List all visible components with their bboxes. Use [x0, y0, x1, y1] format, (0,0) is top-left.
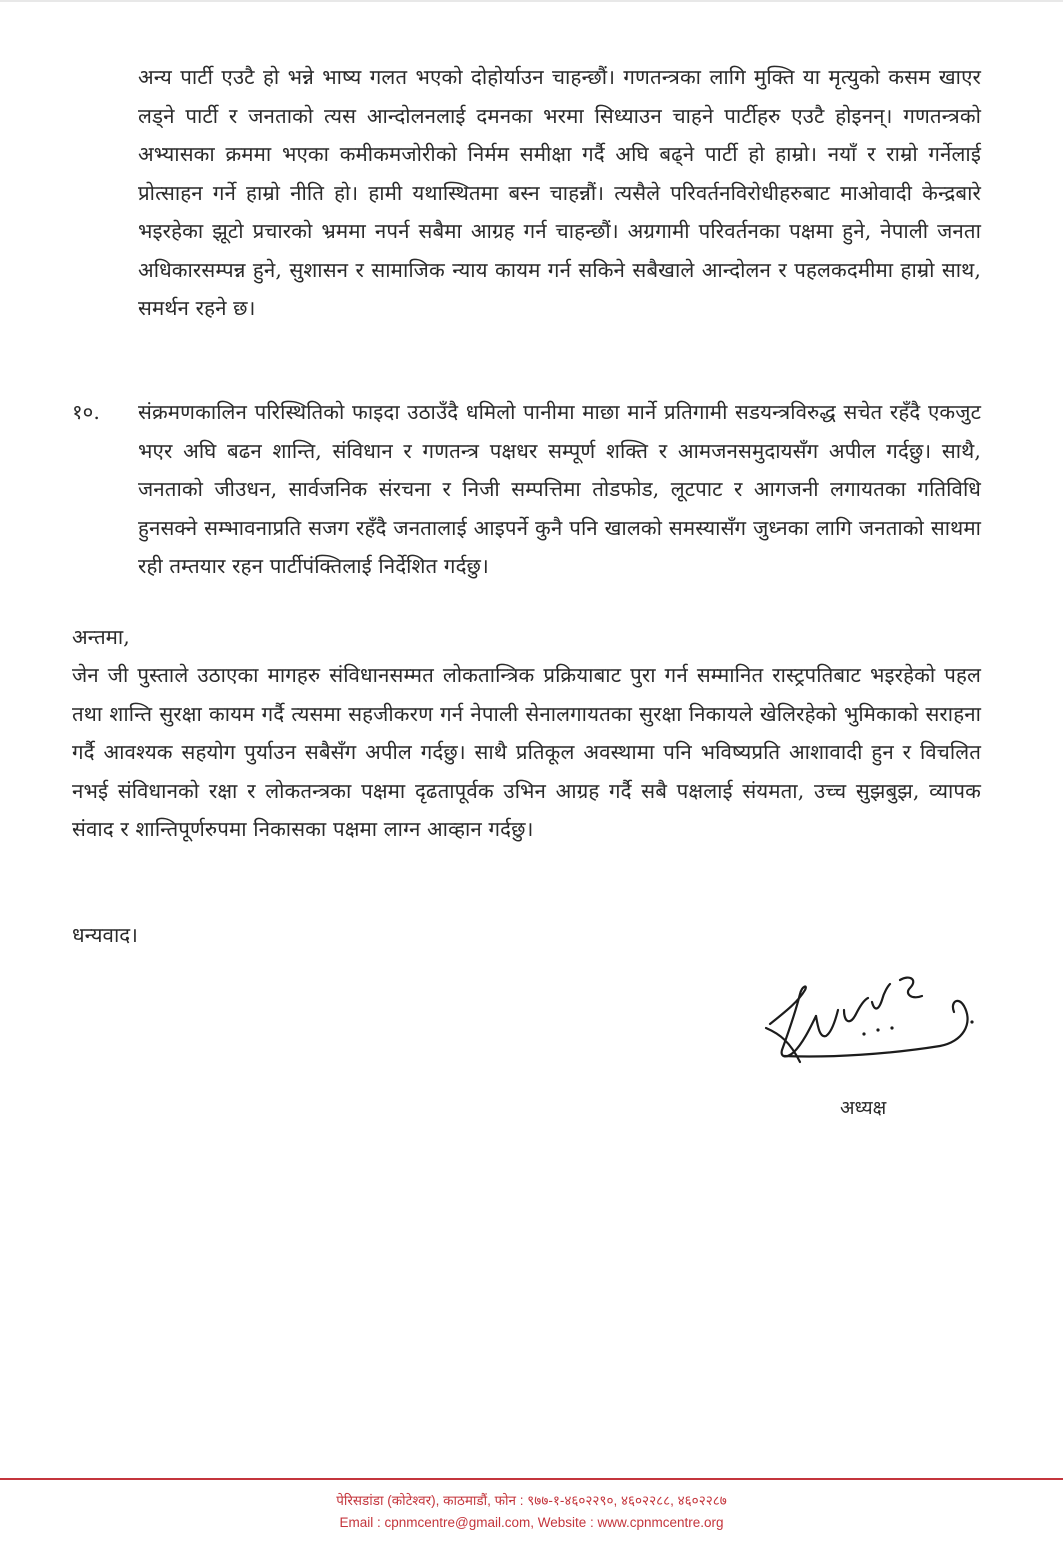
thanks-text: धन्यवाद।	[72, 923, 138, 947]
closing-heading: अन्तमा,	[72, 625, 130, 649]
paragraph-continued: अन्य पार्टी एउटै हो भन्ने भाष्य गलत भएको दोहोर्याउन चाहन्छौं। गणतन्त्रका लागि मुक्ति या मृत्युको कसम खाएर लड्ने पार्टी र जनताको त्यस आन्दोलनलाई दमनका भरमा सिध्याउन चाहने पार्टीहरु एउटै होइनन्। गणतन्त्रको अभ्यासका क्रममा भएका कमीकमजोरीको निर्मम समीक्षा गर्दै अघि बढ्ने पार्टी हो हाम्रो। नयाँ र राम्रो गर्नेलाई प्रोत्साहन गर्ने हाम्रो नीति हो। हामी यथास्थितमा बस्न चाहन्नौं। त्यसैले परिवर्तनविरोधीहरुबाट माओवादी केन्द्रबारे भइरहेका झूटो प्रचारको भ्रममा नपर्न सबैमा आग्रह गर्न चाहन्छौं। अग्रगामी परिवर्तनका पक्षमा हुने, नेपाली जनता अधिकारसम्पन्न हुने, सुशासन र सामाजिक न्याय कायम गर्न सकिने सबैखाले आन्दोलन र पहलकदमीमा हाम्रो साथ, समर्थन रहने छ।	[138, 65, 981, 320]
footer-address: पेरिसडांडा (कोटेश्वर), काठमाडौं, फोन : ९७७-१-४६०२२९०, ४६०२२८८, ४६०२२८७	[336, 1493, 727, 1508]
footer-rule	[0, 1478, 1063, 1480]
footer-contact: Email : cpnmcentre@gmail.com, Website : www.cpnmcentre.org	[339, 1515, 724, 1530]
page-top-edge	[0, 0, 1063, 2]
signatory-title: अध्यक्ष	[840, 1097, 887, 1119]
footer	[0, 1490, 1063, 1534]
signature	[760, 962, 990, 1082]
closing-paragraph: जेन जी पुस्ताले उठाएका मागहरु संविधानसम्मत लोकतान्त्रिक प्रक्रियाबाट पुरा गर्न सम्मानित रास्ट्रपतिबाट भइरहेको पहल तथा शान्ति सुरक्षा कायम गर्दै त्यसमा सहजीकरण गर्न नेपाली सेनालगायतका सुरक्षा निकायले खेलिरहेको भुमिकाको सराहना गर्दै आवश्यक सहयोग पुर्याउन सबैसँग अपील गर्दछु। साथै प्रतिकूल अवस्थामा पनि भविष्यप्रति आशावादी हुन र विचलित नभई संविधानको रक्षा र लोकतन्त्रका पक्षमा दृढतापूर्वक उभिन आग्रह गर्दै सबै पक्षलाई संयमता, उच्च सुझबुझ, व्यापक संवाद र शान्तिपूर्णरुपमा निकासका पक्षमा लाग्न आव्हान गर्दछु।	[72, 663, 981, 841]
item-10-text: संक्रमणकालिन परिस्थितिको फाइदा उठाउँदै धमिलो पानीमा माछा मार्ने प्रतिगामी सडयन्त्रविरुद्ध सचेत रहँदै एकजुट भएर अघि बढन शान्ति, संविधान र गणतन्त्र पक्षधर सम्पूर्ण शक्ति र आमजनसमुदायसँग अपील गर्दछु। साथै, जनताको जीउधन, सार्वजनिक संरचना र निजी सम्पत्तिमा तोडफोड, लूटपाट र आगजनी लगायतका गतिविधि हुनसक्ने सम्भावनाप्रति सजग रहँदै जनतालाई आइपर्ने कुनै पनि खालको समस्यासँग जुध्नका लागि जनताको साथमा रही तम्तयार रहन पार्टीपंक्तिलाई निर्देशित गर्दछु।	[138, 400, 981, 578]
item-number-10: १०.	[72, 400, 100, 424]
